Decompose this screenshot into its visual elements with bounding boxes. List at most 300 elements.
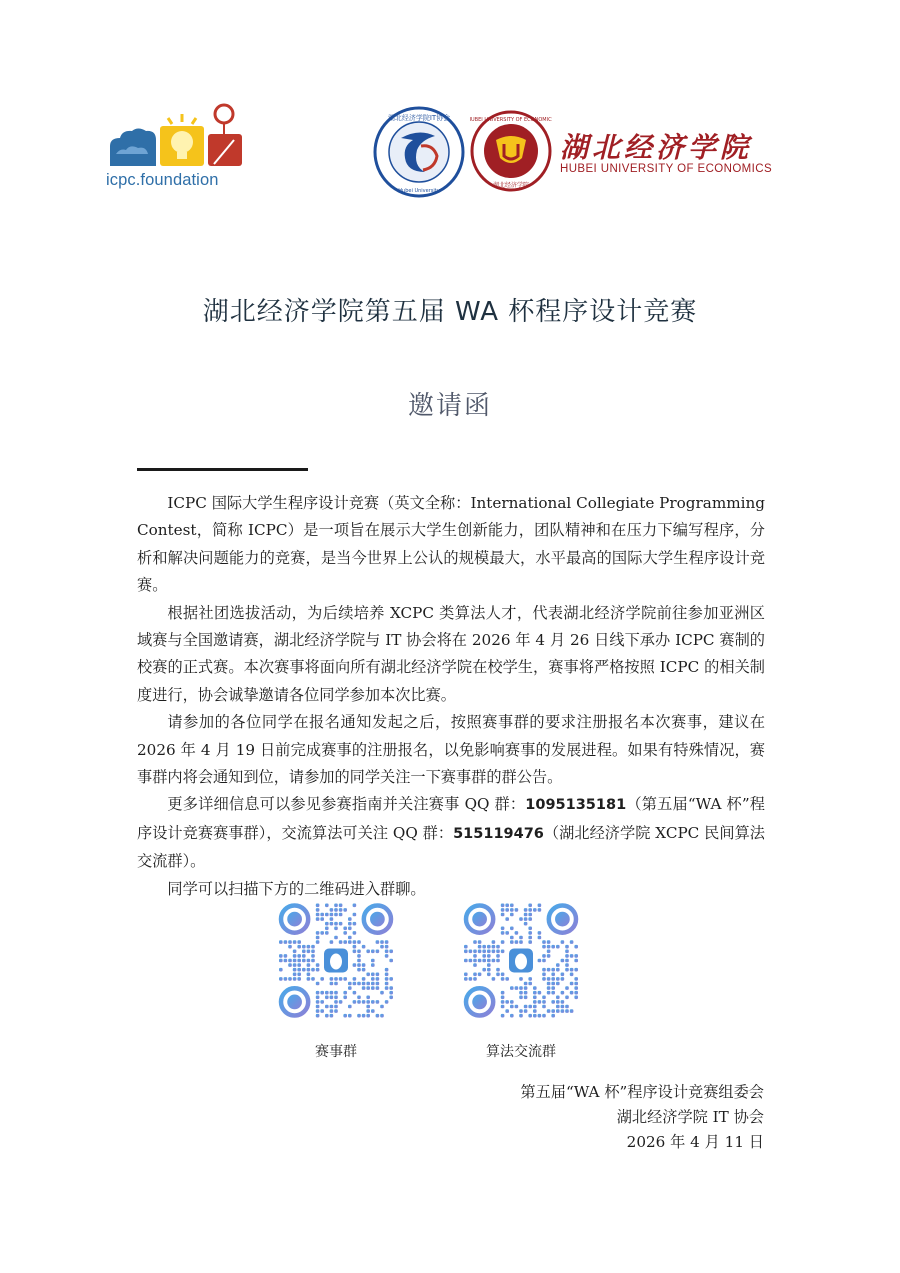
qr-module [330, 996, 334, 1000]
qr-module [362, 1014, 366, 1018]
qr-module [330, 922, 334, 926]
qr-module [320, 931, 324, 935]
qr-module [501, 950, 505, 954]
qr-module [565, 954, 569, 958]
paragraph-1: ICPC 国际大学生程序设计竞赛（英文全称：International Collegiate Programming Contest，简称 ICPC）是一项旨在展示大学生创新能力，团队精神和在压力下编写程序，分析和解决问题能力的竞赛，是当今世界上公认的规模最大，水平最高的国际大学生程序设计竞赛。 [137, 494, 765, 595]
paragraph-4 [137, 791, 765, 875]
qr-module [385, 968, 389, 972]
qq-penguin-body [330, 954, 342, 970]
qr-module [501, 996, 505, 1000]
qq-group-number-1: 1095135181 [525, 797, 627, 814]
qr-module [284, 959, 288, 963]
qr-module [279, 954, 283, 958]
qr-module [325, 922, 329, 926]
qr-module [316, 936, 320, 940]
qr-module [533, 986, 537, 990]
qr-module [325, 991, 329, 995]
qr-module [561, 940, 565, 944]
qr-module [487, 945, 491, 949]
qr-module [505, 931, 509, 935]
university-seal [470, 110, 552, 192]
qr-module [501, 991, 505, 995]
qr-module [556, 982, 560, 986]
qr-module [501, 927, 505, 931]
qr-module [293, 963, 297, 967]
qr-module [362, 977, 366, 981]
letter-body [137, 490, 765, 903]
qr-module [348, 936, 352, 940]
qr-module [307, 977, 311, 981]
qr-module [316, 968, 320, 972]
qr-module [362, 986, 366, 990]
qr-module [524, 908, 528, 912]
svg-text:HUBEI UNIVERSITY OF ECONOMICS: HUBEI UNIVERSITY OF ECONOMICS [470, 117, 552, 123]
qr-module [524, 917, 528, 921]
qr-module [496, 950, 500, 954]
qr-module [334, 927, 338, 931]
qr-module [528, 913, 532, 917]
qr-module [561, 977, 565, 981]
qr-module [473, 954, 477, 958]
qr-module [496, 945, 500, 949]
qr-module [519, 991, 523, 995]
qr-module [542, 940, 546, 944]
qr-module [371, 982, 375, 986]
qr-module [380, 1005, 384, 1009]
divider-rule [137, 468, 308, 471]
qr-module [482, 959, 486, 963]
qr-module [371, 973, 375, 977]
qr-module [524, 991, 528, 995]
qr-module [311, 950, 315, 954]
qr-module [565, 968, 569, 972]
qr-module [551, 973, 555, 977]
qr-module [570, 973, 574, 977]
qr-module [325, 996, 329, 1000]
qr-module [478, 950, 482, 954]
qr-module [570, 1009, 574, 1013]
qr-module [482, 950, 486, 954]
qr-module [320, 991, 324, 995]
qr-module [353, 977, 357, 981]
qr-module [565, 1009, 569, 1013]
qr-module [547, 940, 551, 944]
qr-module [385, 982, 389, 986]
qr-module [501, 1014, 505, 1018]
qr-module [371, 1009, 375, 1013]
qr-module [348, 982, 352, 986]
qr-module [288, 945, 292, 949]
qr-module [371, 986, 375, 990]
qr-module [510, 904, 514, 908]
qr-module [538, 991, 542, 995]
qr-module [307, 973, 311, 977]
qr-caption-contest-group: 赛事群 [315, 1044, 357, 1060]
qr-finder-dot [472, 995, 487, 1010]
qr-module [348, 986, 352, 990]
qr-module [297, 963, 301, 967]
qr-module [469, 977, 473, 981]
qr-module [464, 950, 468, 954]
qr-module [492, 940, 496, 944]
qr-module [297, 954, 301, 958]
qr-module [376, 982, 380, 986]
qr-module [574, 977, 578, 981]
qr-module [478, 973, 482, 977]
qr-module [524, 986, 528, 990]
qr-module [561, 1000, 565, 1004]
qr-module [519, 977, 523, 981]
qr-module [353, 1000, 357, 1004]
qr-code-graphic [462, 899, 580, 1023]
qr-module [556, 968, 560, 972]
qr-module [334, 1009, 338, 1013]
qr-module [473, 940, 477, 944]
qr-module [487, 968, 491, 972]
qr-module [505, 1009, 509, 1013]
qr-module [279, 977, 283, 981]
signature-date: 2026 年 4 月 11 日 [626, 1133, 764, 1151]
qr-module [528, 927, 532, 931]
qr-module [547, 982, 551, 986]
qr-module [496, 968, 500, 972]
qr-module [357, 1014, 361, 1018]
qr-module [343, 991, 347, 995]
qr-module [320, 917, 324, 921]
qr-module [556, 1000, 560, 1004]
qr-module [505, 904, 509, 908]
qr-module [330, 1009, 334, 1013]
qr-module [366, 986, 370, 990]
qr-module [524, 922, 528, 926]
qr-module [574, 982, 578, 986]
qr-module [533, 908, 537, 912]
qr-module [505, 977, 509, 981]
qr-module [574, 996, 578, 1000]
paragraph-4-part-c: （湖北经济学院 XCPC 民间算法交流群）。 [137, 823, 765, 871]
qr-module [533, 1000, 537, 1004]
qr-module [487, 959, 491, 963]
qr-module [334, 1000, 338, 1004]
qr-module [464, 977, 468, 981]
qr-module [551, 1014, 555, 1018]
qr-module [547, 954, 551, 958]
qr-module [316, 991, 320, 995]
qr-module [528, 982, 532, 986]
qr-module [297, 977, 301, 981]
qr-module [366, 982, 370, 986]
qr-module [510, 927, 514, 931]
qr-module [547, 1009, 551, 1013]
qr-module [574, 959, 578, 963]
qr-module [380, 991, 384, 995]
qr-module [505, 1000, 509, 1004]
qr-module [478, 940, 482, 944]
qr-module [492, 945, 496, 949]
qr-module [533, 991, 537, 995]
svg-text:湖北经济学院: 湖北经济学院 [492, 182, 530, 189]
qr-module [366, 1005, 370, 1009]
qr-module [538, 959, 542, 963]
signature-association: 湖北经济学院 IT 协会 [616, 1108, 764, 1126]
qr-module [528, 936, 532, 940]
qr-module [316, 931, 320, 935]
qr-module [376, 973, 380, 977]
qr-module [311, 954, 315, 958]
qr-module [556, 963, 560, 967]
qr-module [570, 940, 574, 944]
qr-module [515, 1005, 519, 1009]
qr-module [556, 996, 560, 1000]
qr-module [279, 968, 283, 972]
qr-module [501, 973, 505, 977]
qr-module [389, 991, 393, 995]
qr-module [366, 1014, 370, 1018]
qr-module [376, 977, 380, 981]
qr-module [538, 1014, 542, 1018]
qr-module [325, 927, 329, 931]
qr-module [316, 1000, 320, 1004]
qr-module [288, 940, 292, 944]
qr-module [487, 950, 491, 954]
qr-module [389, 986, 393, 990]
qr-module [320, 1009, 324, 1013]
qr-module [316, 917, 320, 921]
qr-module [320, 913, 324, 917]
paragraph-4-part-b: （第五届“WA 杯”程序设计竞赛赛事群），交流算法可关注 QQ 群： [137, 795, 765, 842]
qr-module [574, 986, 578, 990]
qr-caption-algorithm-group: 算法交流群 [486, 1044, 556, 1060]
qr-module [551, 1000, 555, 1004]
qr-module [330, 1005, 334, 1009]
qr-module [302, 968, 306, 972]
university-name-logo [558, 130, 798, 190]
qr-module [565, 986, 569, 990]
qr-module [574, 991, 578, 995]
qr-module [376, 986, 380, 990]
qr-module [385, 950, 389, 954]
qr-module [510, 986, 514, 990]
qr-module [482, 968, 486, 972]
paragraph-2: 根据社团选拔活动，为后续培养 XCPC 类算法人才，代表湖北经济学院前往参加亚洲区域赛与全国邀请赛，湖北经济学院与 IT 协会将在 2026 年 4 月 26 日线下承办 ICPC 赛制的校赛的正式赛。本次赛事将面向所有湖北经济学院在校学生，赛事将严格按照 ICPC 的相关制度进行，协会诚挚邀请各位同学参加本次比赛。 [137, 603, 765, 704]
qr-module [492, 950, 496, 954]
qr-module [482, 954, 486, 958]
qr-module [551, 991, 555, 995]
qr-module [570, 968, 574, 972]
qr-module [538, 1000, 542, 1004]
qr-module [519, 1014, 523, 1018]
qr-module [542, 1000, 546, 1004]
it-association-seal [373, 106, 465, 198]
qr-module [510, 936, 514, 940]
qr-module [565, 950, 569, 954]
qr-module [515, 908, 519, 912]
qr-module [316, 1009, 320, 1013]
qr-module [362, 1000, 366, 1004]
qr-module [380, 1014, 384, 1018]
qr-module [551, 968, 555, 972]
qr-module [547, 968, 551, 972]
qr-module [528, 908, 532, 912]
qr-module [542, 1005, 546, 1009]
qr-module [357, 996, 361, 1000]
qr-module [561, 991, 565, 995]
qr-module [478, 959, 482, 963]
qr-module [385, 973, 389, 977]
qr-module [570, 954, 574, 958]
qr-module [561, 1009, 565, 1013]
qr-module [302, 954, 306, 958]
qr-module [528, 1005, 532, 1009]
qr-module [311, 945, 315, 949]
qr-module [501, 1005, 505, 1009]
qr-module [330, 908, 334, 912]
qr-module [307, 963, 311, 967]
qr-module [362, 968, 366, 972]
qr-module [371, 977, 375, 981]
qr-module [362, 963, 366, 967]
qr-module [279, 959, 283, 963]
qr-module [505, 908, 509, 912]
qr-module [492, 977, 496, 981]
qr-module [307, 950, 311, 954]
qr-module [565, 963, 569, 967]
qr-module [302, 959, 306, 963]
qr-module [565, 1005, 569, 1009]
qr-module [551, 977, 555, 981]
qq-penguin-body [515, 954, 527, 970]
qr-module [478, 945, 482, 949]
qr-module [556, 1005, 560, 1009]
qr-module [325, 1014, 329, 1018]
qr-module [561, 973, 565, 977]
qr-module [348, 927, 352, 931]
qr-module [542, 959, 546, 963]
qr-module [307, 959, 311, 963]
qr-module [343, 1014, 347, 1018]
qr-module [316, 963, 320, 967]
qr-module [574, 945, 578, 949]
qr-module [389, 950, 393, 954]
qr-module [482, 945, 486, 949]
qr-module [385, 940, 389, 944]
qr-module [501, 940, 505, 944]
qr-module [547, 950, 551, 954]
qr-module [464, 959, 468, 963]
qr-module [533, 1009, 537, 1013]
qr-module [339, 913, 343, 917]
university-name-cn: 湖北经济学院 [560, 131, 753, 164]
qr-module [330, 940, 334, 944]
qr-module [353, 945, 357, 949]
qr-module [325, 931, 329, 935]
qr-module [496, 959, 500, 963]
qr-module [302, 950, 306, 954]
qr-module [547, 986, 551, 990]
qr-module [353, 950, 357, 954]
qr-module [284, 940, 288, 944]
qr-module [316, 908, 320, 912]
qr-module [376, 1000, 380, 1004]
qr-module [473, 959, 477, 963]
qr-module [570, 982, 574, 986]
qr-code-algorithm-group[interactable] [462, 899, 580, 1023]
qr-module [366, 996, 370, 1000]
qr-module [565, 996, 569, 1000]
qr-module [293, 940, 297, 944]
qr-module [501, 931, 505, 935]
qr-module [570, 991, 574, 995]
qr-module [519, 936, 523, 940]
qr-module [542, 973, 546, 977]
qr-module [343, 996, 347, 1000]
qr-module [538, 931, 542, 935]
qr-module [380, 945, 384, 949]
qr-module [357, 954, 361, 958]
qr-module [528, 904, 532, 908]
signature-committee: 第五届“WA 杯”程序设计竞赛组委会 [520, 1083, 764, 1101]
qr-module [469, 959, 473, 963]
qr-module [385, 977, 389, 981]
qr-code-contest-group[interactable] [277, 899, 395, 1023]
qr-module [288, 959, 292, 963]
qr-module [542, 977, 546, 981]
qr-module [487, 954, 491, 958]
qr-module [334, 1005, 338, 1009]
qr-module [473, 973, 477, 977]
qr-module [334, 977, 338, 981]
qr-module [528, 917, 532, 921]
qr-module [316, 996, 320, 1000]
svg-text:Hubei University: Hubei University [398, 188, 440, 194]
qr-module [556, 1009, 560, 1013]
qr-module [357, 940, 361, 944]
qr-module [574, 954, 578, 958]
qr-module [297, 973, 301, 977]
qr-module [330, 977, 334, 981]
qr-module [371, 1000, 375, 1004]
qr-module [501, 904, 505, 908]
qr-module [519, 1009, 523, 1013]
qr-module [487, 973, 491, 977]
qr-module [316, 1014, 320, 1018]
qr-module [316, 1005, 320, 1009]
qr-module [519, 986, 523, 990]
qr-module [510, 940, 514, 944]
qr-finder-dot [472, 912, 487, 927]
qr-module [334, 913, 338, 917]
paragraph-3: 请参加的各位同学在报名通知发起之后，按照赛事群的要求注册报名本次赛事，建议在 2026 年 4 月 19 日前完成赛事的注册报名，以免影响赛事的发展进程。如果有特殊情况，赛事群内将会通知到位，请参加的同学关注一下赛事群的群公告。 [137, 713, 765, 787]
qr-module [510, 1014, 514, 1018]
qr-module [307, 968, 311, 972]
qr-module [547, 991, 551, 995]
qr-module [385, 1000, 389, 1004]
qr-module [487, 963, 491, 967]
qr-module [542, 996, 546, 1000]
qr-module [371, 959, 375, 963]
qr-module [353, 991, 357, 995]
qr-module [334, 904, 338, 908]
page-title: 湖北经济学院第五届 WA 杯程序设计竞赛 [202, 297, 698, 327]
qr-module [297, 968, 301, 972]
qr-module [376, 1014, 380, 1018]
qr-module [357, 963, 361, 967]
qr-module [538, 936, 542, 940]
qr-module [519, 940, 523, 944]
qr-module [302, 945, 306, 949]
qr-module [533, 1014, 537, 1018]
qr-module [496, 973, 500, 977]
